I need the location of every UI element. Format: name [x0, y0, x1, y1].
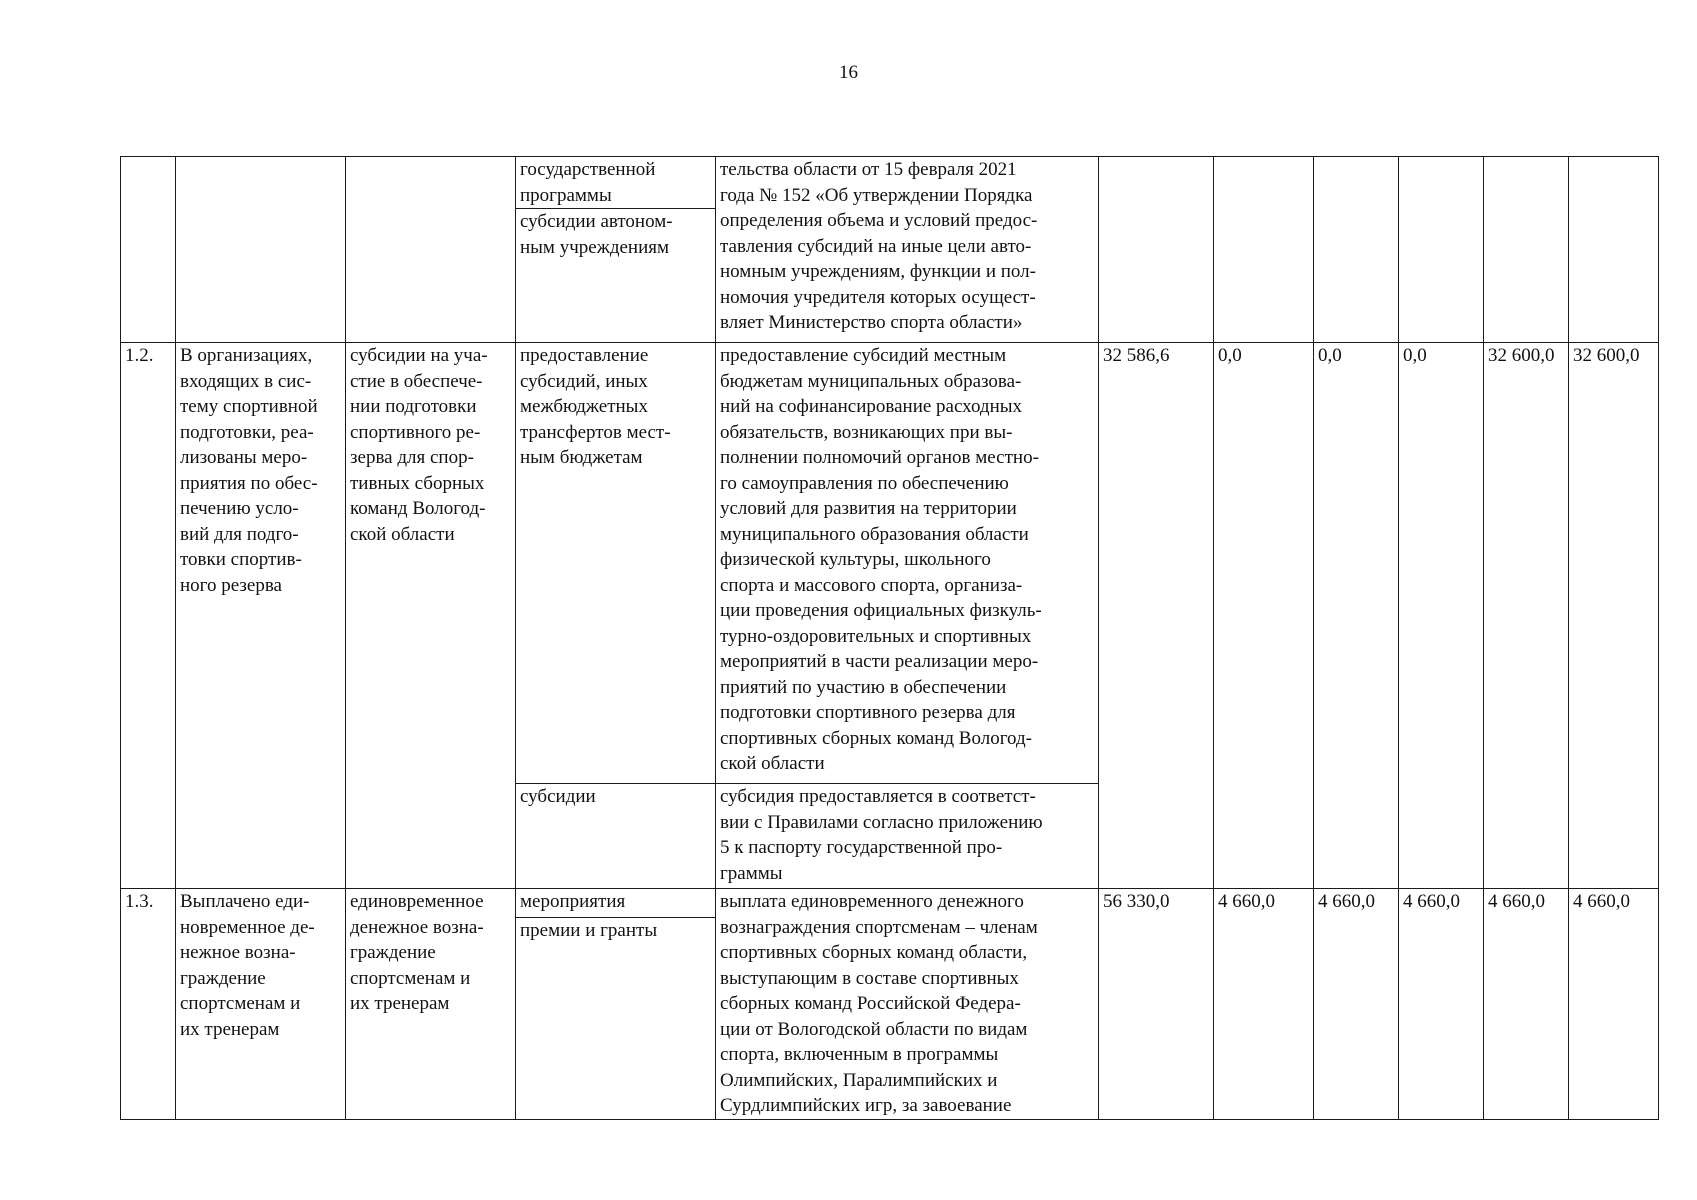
cell-basis: тельства области от 15 февраля 2021 года № 152 «Об утверждении Порядка определения объема и условий предос- тавления субсидий на иные цели авто- номным учреждениям, функции и пол- номочия учредителя которых осущест- вляет Министерство спорта области»: [716, 157, 1099, 343]
cell-value: 4 660,0: [1314, 889, 1399, 1120]
cell-value: [1399, 157, 1484, 343]
cell-num: [121, 157, 176, 343]
page-number: 16: [839, 62, 858, 83]
cell-value: 4 660,0: [1399, 889, 1484, 1120]
cell-basis: выплата единовременного денежного вознаграждения спортсменам – членам спортивных сборных команд области, выступающим в составе спортивных сборных команд Российской Федера- ции от Вологодской области по видам спорта, включенным в программы Олимпийских, Паралимпийских и Сурдлимпийских игр, за завоевание: [716, 889, 1099, 1120]
cell-value-total: 32 586,6: [1099, 343, 1214, 889]
cell-type: предоставление субсидий, иных межбюджетных трансфертов мест- ным бюджетам: [516, 343, 716, 784]
cell-num: 1.3.: [121, 889, 176, 1120]
cell-result: [176, 157, 346, 343]
cell-name: [346, 157, 516, 343]
cell-result: Выплачено еди- новременное де- нежное возна- граждение спортсменам и их тренерам: [176, 889, 346, 1120]
cell-name: единовременное денежное возна- граждение спортсменам и их тренерам: [346, 889, 516, 1120]
program-table: [120, 156, 1659, 1120]
cell-value: 4 660,0: [1569, 889, 1659, 1120]
table-row-1-3: [121, 889, 1659, 918]
table-row-1-2: [121, 343, 1659, 784]
cell-type: государственной программы: [516, 157, 716, 209]
cell-value: 32 600,0: [1569, 343, 1659, 889]
cell-value: 0,0: [1399, 343, 1484, 889]
cell-basis: предоставление субсидий местным бюджетам муниципальных образова- ний на софинансирование расходных обязательств, возникающих при вы- полнении полномочий органов местно- го самоуправления по обеспечению условий для развития на территории муниципального образования области физической культуры, школьного спорта и массового спорта, организа- ции проведения официальных физкуль- турно-оздоровительных и спортивных мероприятий в части реализации меро- приятий по участию в обеспечении подготовки спортивного резерва для спортивных сборных команд Вологод- ской области: [716, 343, 1099, 784]
cell-type: субсидии автоном- ным учреждениям: [516, 209, 716, 343]
cell-value: 4 660,0: [1214, 889, 1314, 1120]
table-row-continuation: [121, 157, 1659, 209]
cell-value-total: 56 330,0: [1099, 889, 1214, 1120]
cell-type: премии и гранты: [516, 918, 716, 1120]
cell-type: субсидии: [516, 784, 716, 889]
cell-value: 0,0: [1214, 343, 1314, 889]
cell-value: [1314, 157, 1399, 343]
cell-value: [1484, 157, 1569, 343]
cell-num: 1.2.: [121, 343, 176, 889]
cell-name: субсидии на уча- стие в обеспече- нии подготовки спортивного ре- зерва для спор- тивных сборных команд Вологод- ской области: [346, 343, 516, 889]
cell-value: 32 600,0: [1484, 343, 1569, 889]
cell-type: мероприятия: [516, 889, 716, 918]
cell-basis: субсидия предоставляется в соответст- вии с Правилами согласно приложению 5 к паспорту государственной про- граммы: [716, 784, 1099, 889]
cell-value: [1569, 157, 1659, 343]
cell-value: [1214, 157, 1314, 343]
cell-value: 4 660,0: [1484, 889, 1569, 1120]
cell-value: [1099, 157, 1214, 343]
cell-result: В организациях, входящих в сис- тему спортивной подготовки, реа- лизованы меро- приятия по обес- печению усло- вий для подго- товки спортив- ного резерва: [176, 343, 346, 889]
cell-value: 0,0: [1314, 343, 1399, 889]
